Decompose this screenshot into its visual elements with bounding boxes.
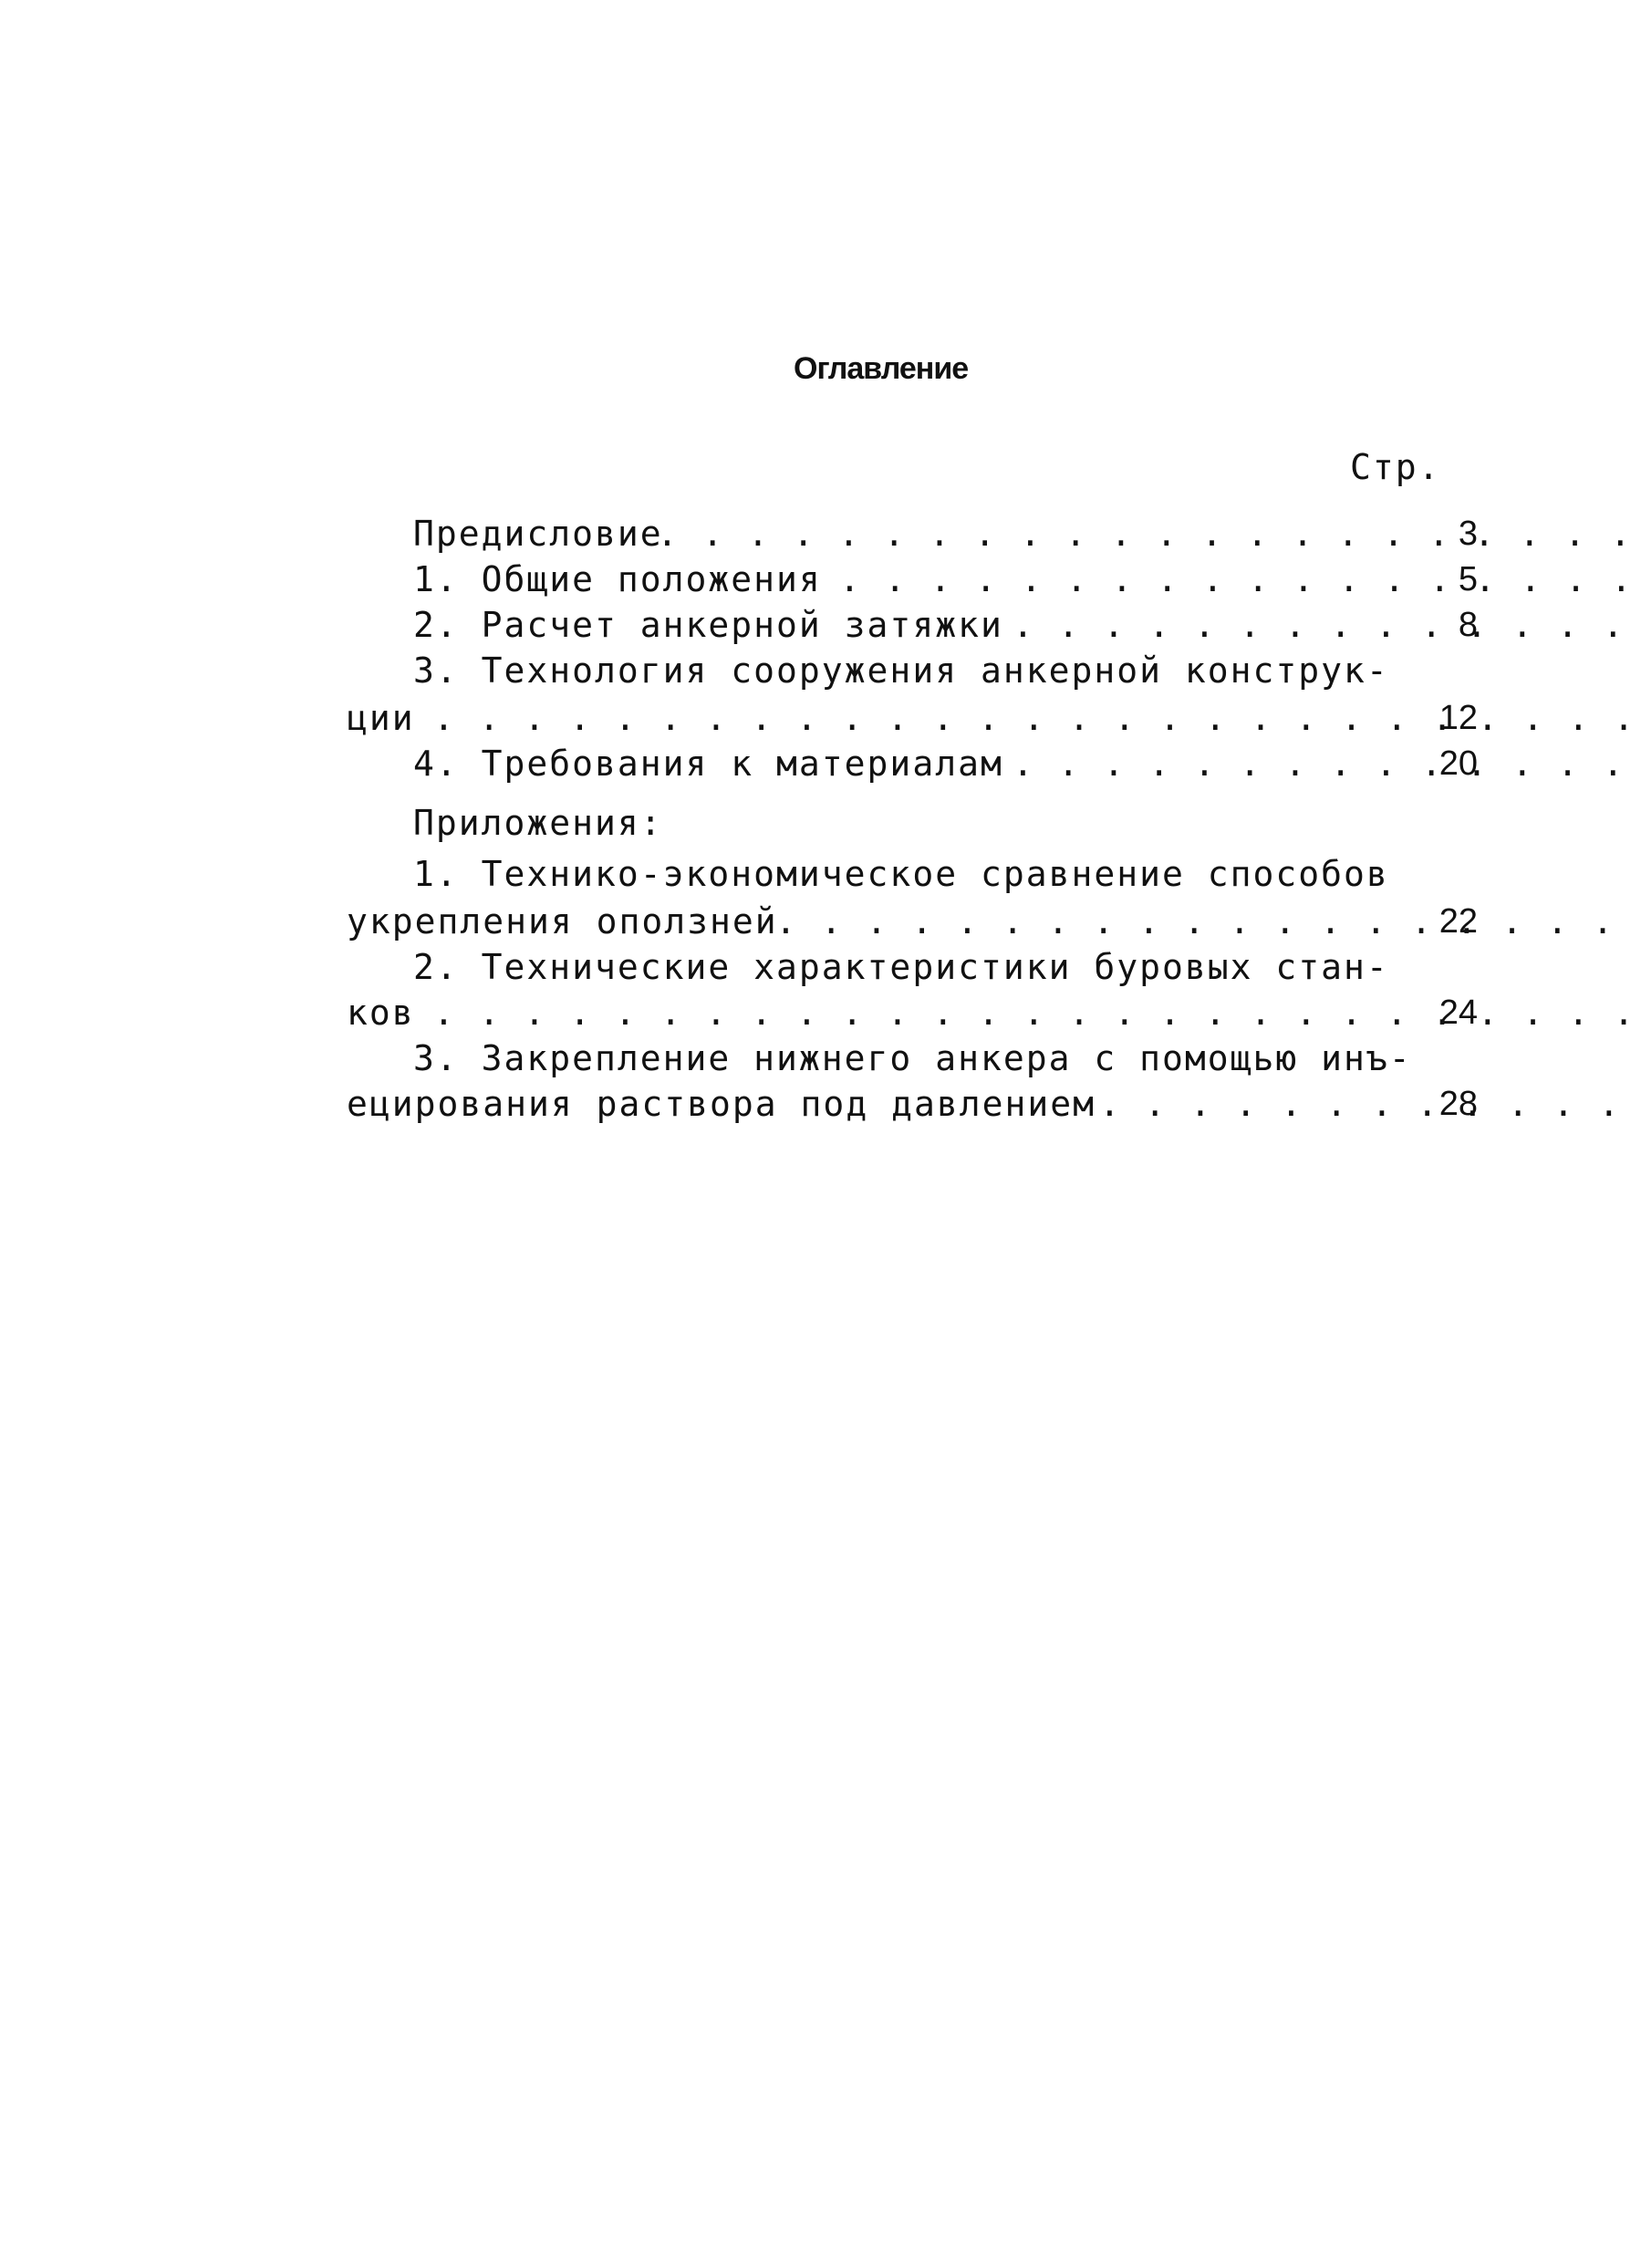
appendix-entry-title: 2. Технические характеристики буровых стан- (413, 947, 1389, 987)
appendix-entry-line1[interactable] (347, 851, 1478, 897)
appendix-entry-page: 28 (1438, 1085, 1478, 1123)
toc-entry-line1[interactable] (347, 648, 1478, 693)
toc-entry-title: 4. Требования к материалам (413, 744, 1003, 784)
toc-entry-title-cont: ции (347, 698, 415, 738)
toc-entry-title: 3. Технология сооружения анкерной конструк- (413, 650, 1389, 691)
appendix-entry-title-cont: ков (347, 993, 415, 1033)
appendix-entry-line2[interactable] (347, 1081, 1478, 1127)
appendix-entry-line1[interactable] (347, 944, 1478, 990)
appendix-entry-page: 22 (1438, 902, 1478, 941)
toc-entry[interactable] (347, 602, 1478, 648)
toc-leader-dots (1013, 602, 1641, 648)
toc-entry-page: 8 (1458, 606, 1478, 644)
appendix-entry-line2[interactable] (347, 990, 1478, 1035)
toc-entry-page: 20 (1438, 744, 1478, 783)
appendix-entry-title-cont: ецирования раствора под давлением (347, 1084, 1096, 1124)
toc-entry-page: 3 (1458, 515, 1478, 553)
toc-leader-dots (839, 557, 1641, 602)
toc-entry-title: 1. Общие положения (413, 559, 822, 599)
page-column-header: Стр. (1350, 447, 1441, 487)
appendix-entry-page: 24 (1438, 994, 1478, 1032)
toc-leader-dots (657, 511, 1641, 557)
appendix-entry-line2[interactable] (347, 899, 1478, 944)
toc-entry[interactable] (347, 741, 1478, 786)
toc-entry[interactable] (347, 511, 1478, 557)
toc-entry-title: Предисловие (413, 514, 663, 554)
toc-entry[interactable] (347, 557, 1478, 602)
toc-entry-page: 12 (1438, 699, 1478, 737)
appendix-entry-title-cont: укрепления оползней (347, 901, 778, 942)
appendix-entry-title: 1. Технико-экономическое сравнение способов (413, 854, 1389, 894)
toc-entry-page: 5 (1458, 560, 1478, 598)
toc-entry-title: 2. Расчет анкерной затяжки (413, 605, 1003, 645)
toc-leader-dots (1099, 1081, 1641, 1127)
toc-leader-dots (1013, 741, 1641, 786)
toc-leader-dots (775, 899, 1641, 944)
appendix-entry-title: 3. Закрепление нижнего анкера с помощью инъ- (413, 1038, 1412, 1078)
toc-entry-line2[interactable] (347, 695, 1478, 741)
appendix-entry-line1[interactable] (347, 1035, 1478, 1081)
appendix-heading: Приложения: (413, 803, 663, 843)
page-title: Оглавление (794, 351, 969, 386)
